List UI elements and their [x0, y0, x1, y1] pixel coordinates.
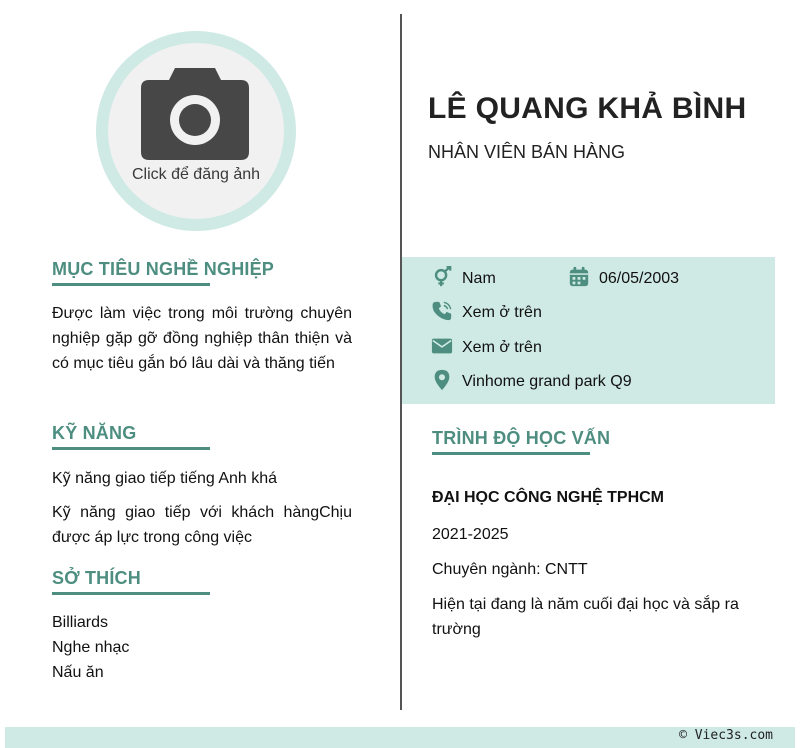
calendar-icon: [568, 266, 590, 288]
address-value: Vinhome grand park Q9: [462, 373, 632, 390]
objective-heading: MỤC TIÊU NGHỀ NGHIỆP: [52, 259, 275, 279]
camera-icon[interactable]: [141, 66, 249, 162]
birthday-value: 06/05/2003: [599, 270, 680, 287]
hobbies-heading-underline: [52, 592, 210, 595]
mail-icon: [431, 335, 453, 357]
objective-text: Được làm việc trong môi trường chuyên nghiệp gặp gỡ đồng nghiệp thân thiện và có mục tiêu gắn bó lâu dài và thăng tiến: [52, 305, 352, 372]
hobby-item: Nghe nhạc: [52, 639, 130, 656]
skill-item: Kỹ năng giao tiếp với khách hàngChịu được áp lực trong công việc: [52, 504, 352, 546]
hobby-item: Nấu ăn: [52, 664, 104, 681]
hobby-item: Billiards: [52, 614, 109, 631]
skills-heading-underline: [52, 447, 210, 450]
skill-item: Kỹ năng giao tiếp tiếng Anh khá: [52, 470, 278, 487]
phone-value: Xem ở trên: [462, 304, 542, 321]
gender-value: Nam: [462, 270, 496, 287]
email-value: Xem ở trên: [462, 339, 542, 356]
education-note: Hiện tại đang là năm cuối đại học và sắp ra trường: [432, 596, 739, 638]
map-pin-icon: [431, 369, 453, 391]
avatar-upload-label[interactable]: Click để đăng ảnh: [131, 166, 261, 183]
candidate-name: LÊ QUANG KHẢ BÌNH: [428, 92, 747, 125]
candidate-title: NHÂN VIÊN BÁN HÀNG: [428, 142, 626, 162]
education-period: 2021-2025: [432, 526, 509, 543]
education-heading: TRÌNH ĐỘ HỌC VẤN: [432, 428, 611, 448]
education-heading-underline: [432, 452, 590, 455]
gender-icon: [431, 266, 453, 288]
skills-heading: KỸ NĂNG: [52, 423, 137, 443]
objective-heading-underline: [52, 283, 210, 286]
education-major: Chuyên ngành: CNTT: [432, 561, 588, 578]
hobbies-heading: SỞ THÍCH: [52, 568, 141, 588]
footer-bar: [5, 727, 795, 748]
footer-credit[interactable]: © Viec3s.com: [679, 728, 773, 743]
phone-icon: [431, 300, 453, 322]
education-school: ĐẠI HỌC CÔNG NGHỆ TPHCM: [432, 489, 664, 506]
